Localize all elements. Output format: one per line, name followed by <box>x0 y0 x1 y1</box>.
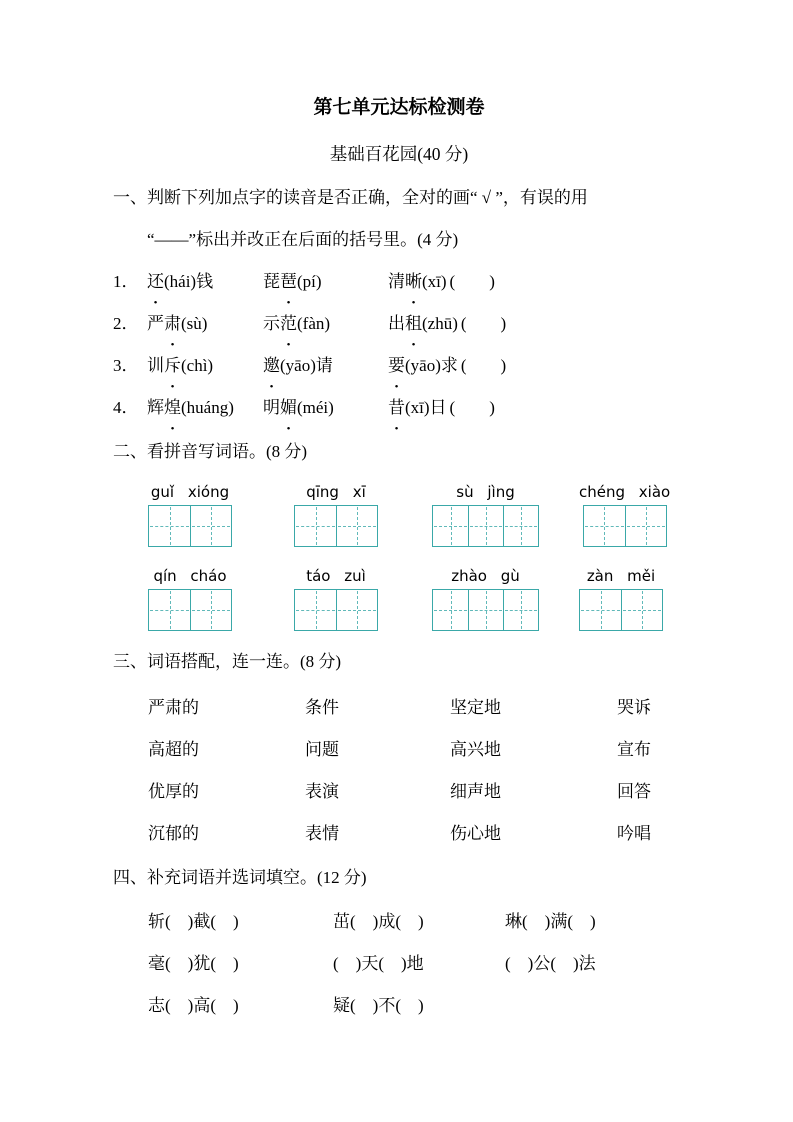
word-group <box>263 303 388 345</box>
pinyin-writing-group <box>432 481 539 547</box>
question-item <box>113 303 685 345</box>
word-pre: 训 <box>147 356 164 375</box>
writing-grid <box>294 589 378 631</box>
word-rest: (pí) <box>297 272 322 291</box>
word-pre: 琵 <box>263 272 280 291</box>
writing-grid <box>148 589 232 631</box>
word-pre: 辉 <box>147 398 164 417</box>
item-number: 4． <box>113 398 139 417</box>
fill-row <box>113 943 685 985</box>
dotted-char: 肃 <box>164 314 181 333</box>
idiom-blank: 志( )高( ) <box>148 996 239 1015</box>
fill-row <box>113 985 685 1027</box>
word-group <box>147 345 263 387</box>
grid-cell <box>503 590 538 630</box>
word-rest: (hái)钱 <box>164 272 214 291</box>
match-word: 宣布 <box>617 740 651 759</box>
word-group <box>147 261 263 303</box>
match-word: 严肃的 <box>148 698 199 717</box>
writing-grid <box>148 505 232 547</box>
idiom-blank: 茁( )成( ) <box>333 912 424 931</box>
writing-grid <box>579 589 663 631</box>
grid-cell <box>468 506 503 546</box>
writing-grid <box>432 589 539 631</box>
pinyin-writing-group <box>148 565 232 631</box>
word-group <box>388 387 685 429</box>
pinyin-label: chéng xiào <box>579 483 671 501</box>
matching-exercise <box>113 687 685 855</box>
match-word: 高兴地 <box>450 740 501 759</box>
match-row <box>113 771 685 813</box>
word-group <box>388 261 685 303</box>
item-number: 3． <box>113 356 139 375</box>
pinyin-writing-group <box>148 481 232 547</box>
match-word: 回答 <box>617 782 651 801</box>
grid-cell <box>295 590 336 630</box>
word-rest: (yāo)请 <box>280 356 333 375</box>
page-title: 第七单元达标检测卷 <box>313 97 485 118</box>
grid-cell <box>295 506 336 546</box>
grid-cell <box>503 506 538 546</box>
word-group <box>388 345 685 387</box>
section-1-heading <box>113 177 685 261</box>
grid-cell <box>336 590 377 630</box>
match-word: 条件 <box>305 698 339 717</box>
word-rest: (fàn) <box>297 314 331 333</box>
dotted-char: 昔 <box>388 398 405 417</box>
word-pre: 清 <box>388 272 405 291</box>
match-word: 优厚的 <box>148 782 199 801</box>
word-group <box>147 387 263 429</box>
grid-cell <box>149 590 190 630</box>
pinyin-writing-group <box>579 481 670 547</box>
question-item <box>113 387 685 429</box>
pinyin-grid-row <box>113 565 685 631</box>
grid-cell <box>433 506 468 546</box>
section-3-heading: 三、词语搭配，连一连。(8 分) <box>113 652 342 671</box>
item-number: 1． <box>113 272 139 291</box>
grid-cell <box>190 506 231 546</box>
pinyin-label: qín cháo <box>153 567 227 585</box>
item-number: 2． <box>113 314 139 333</box>
word-rest: (huáng) <box>181 398 234 417</box>
pinyin-label: zhào gù <box>451 567 520 585</box>
match-word: 沉郁的 <box>148 824 199 843</box>
fill-in-exercise <box>113 901 685 1027</box>
word-rest: (xī)日 <box>405 398 447 417</box>
word-rest: (chì) <box>181 356 214 375</box>
grid-cell <box>621 590 662 630</box>
answer-brackets: ( ) <box>449 398 495 417</box>
dotted-char: 租 <box>405 314 422 333</box>
idiom-blank: 斩( )截( ) <box>148 912 239 931</box>
pinyin-writing-group <box>432 565 539 631</box>
word-group <box>263 345 388 387</box>
word-group <box>263 387 388 429</box>
word-group <box>388 303 685 345</box>
idiom-blank: 琳( )满( ) <box>505 912 596 931</box>
match-row <box>113 813 685 855</box>
writing-grid <box>432 505 539 547</box>
pinyin-writing-group <box>579 565 663 631</box>
grid-cell <box>584 506 625 546</box>
pinyin-grid-row <box>113 481 685 547</box>
answer-brackets: ( ) <box>460 356 507 375</box>
idiom-blank <box>505 985 685 1027</box>
match-word: 表演 <box>305 782 339 801</box>
grid-cell <box>149 506 190 546</box>
grid-cell <box>190 590 231 630</box>
word-rest: (xī) <box>422 272 447 291</box>
question-item <box>113 345 685 387</box>
section-1-items <box>113 261 685 429</box>
page-subtitle: 基础百花园(40 分) <box>329 144 469 164</box>
pinyin-label: qīng xī <box>306 483 366 501</box>
pinyin-writing-group <box>294 565 378 631</box>
dotted-char: 煌 <box>164 398 181 417</box>
pinyin-writing-group <box>294 481 378 547</box>
dotted-char: 琶 <box>280 272 297 291</box>
match-word: 问题 <box>305 740 339 759</box>
word-rest: (yāo)求 <box>405 356 458 375</box>
dotted-char: 范 <box>280 314 297 333</box>
match-word: 伤心地 <box>450 824 501 843</box>
match-word: 坚定地 <box>450 698 501 717</box>
grid-cell <box>468 590 503 630</box>
grid-cell <box>580 590 621 630</box>
word-group <box>147 303 263 345</box>
pinyin-label: táo zuì <box>306 567 366 585</box>
dotted-char: 媚 <box>280 398 297 417</box>
answer-brackets: ( ) <box>449 272 495 291</box>
word-pre: 示 <box>263 314 280 333</box>
writing-grid <box>583 505 667 547</box>
idiom-blank: ( )天( )地 <box>333 954 424 973</box>
dotted-char: 斥 <box>164 356 181 375</box>
match-word: 表情 <box>305 824 339 843</box>
word-pre: 出 <box>388 314 405 333</box>
idiom-blank: ( )公( )法 <box>505 954 596 973</box>
dotted-char: 要 <box>388 356 405 375</box>
dotted-char: 晰 <box>405 272 422 291</box>
match-row <box>113 729 685 771</box>
match-word: 高超的 <box>148 740 199 759</box>
section-4-heading: 四、补充词语并选词填空。(12 分) <box>113 868 367 887</box>
pinyin-label: guǐ xióng <box>150 483 230 501</box>
section-2-heading: 二、看拼音写词语。(8 分) <box>113 442 308 461</box>
dotted-char: 还 <box>147 272 164 291</box>
word-rest: (méi) <box>297 398 334 417</box>
grid-cell <box>433 590 468 630</box>
idiom-blank: 毫( )犹( ) <box>148 954 239 973</box>
match-word: 细声地 <box>450 782 501 801</box>
grid-cell <box>625 506 666 546</box>
idiom-blank: 疑( )不( ) <box>333 996 424 1015</box>
match-row <box>113 687 685 729</box>
pinyin-label: sù jìng <box>456 483 515 501</box>
match-word: 哭诉 <box>617 698 651 717</box>
word-group <box>263 261 388 303</box>
fill-row <box>113 901 685 943</box>
grid-cell <box>336 506 377 546</box>
word-rest: (zhū) <box>422 314 458 333</box>
answer-brackets: ( ) <box>460 314 507 333</box>
question-item <box>113 261 685 303</box>
word-pre: 明 <box>263 398 280 417</box>
dotted-char: 邀 <box>263 356 280 375</box>
match-word: 吟唱 <box>617 824 651 843</box>
writing-grid <box>294 505 378 547</box>
section-1-heading-line2: “——”标出并改正在后面的括号里。(4 分) <box>147 230 459 249</box>
word-pre: 严 <box>147 314 164 333</box>
pinyin-label: zàn měi <box>586 567 656 585</box>
section-1-heading-line1: 一、判断下列加点字的读音是否正确，全对的画“ √ ”，有误的用 <box>113 188 588 207</box>
word-rest: (sù) <box>181 314 208 333</box>
